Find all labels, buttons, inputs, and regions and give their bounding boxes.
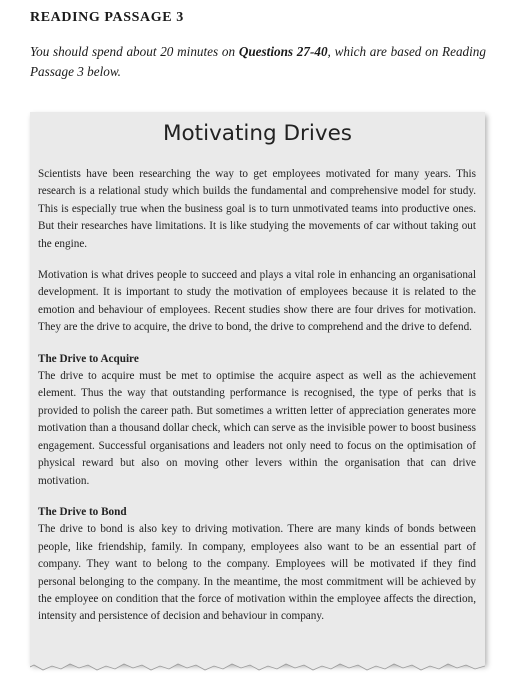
section-text-acquire: The drive to acquire must be met to optimise the acquire aspect as well as the achievement element. Thus the way that outstanding performance is recognised, the type of perks that is provided to polish the career path. But sometimes a written letter of appreciation generates more motivation than a thousand dollar check, which can serve as the invisible power to boost business engagement. Successful organisations and leaders not only need to focus on the optimisation of physical reward but also on moving other levers within the organisation that can drive motivation. — [38, 370, 476, 487]
paragraph-motivation: Motivation is what drives people to succeed and plays a vital role in enhancing an organisational development. It is important to study the motivation of employees because it is related to the emotion and behaviour of employees. Recent studies show there are four drives for motivation. They are the drive to acquire, the drive to bond, the drive to comprehend and the drive to defend. — [38, 269, 476, 334]
instructions-part-1: You should spend about 20 minutes on — [30, 44, 239, 59]
passage-body — [38, 166, 476, 640]
section-heading-bond: The Drive to Bond — [38, 505, 127, 518]
torn-paper-edge — [30, 662, 485, 672]
passage-card — [30, 112, 485, 664]
passage-heading: READING PASSAGE 3 — [30, 10, 184, 25]
passage-title: Motivating Drives — [162, 121, 353, 146]
instructions-part-2: , which are based on Reading Passage 3 below. — [30, 44, 486, 79]
instructions-text — [30, 42, 486, 82]
section-heading-acquire: The Drive to Acquire — [38, 352, 139, 365]
section-text-bond: The drive to bond is also key to driving motivation. There are many kinds of bonds between people, like friendship, family. In company, employees also want to be an essential part of company. They want to belong to the company. Employees will be motivated if they find personal belonging to the company. In the meantime, the most commitment will be achieved by the employee on condition that the force of motivation within the employee affects the direction, intensity and persistence of decision and behaviour in company. — [38, 523, 476, 623]
questions-range: Questions 27-40 — [238, 44, 328, 59]
paragraph-intro: Scientists have been researching the way to get employees motivated for many years. This research is a relational study which builds the fundamental and comprehensive model for study. This is especially true when the business goal is to turn unmotivated teams into productive ones. But their researches have limitations. It is like studying the movements of car without taking out the engine. — [38, 168, 476, 250]
